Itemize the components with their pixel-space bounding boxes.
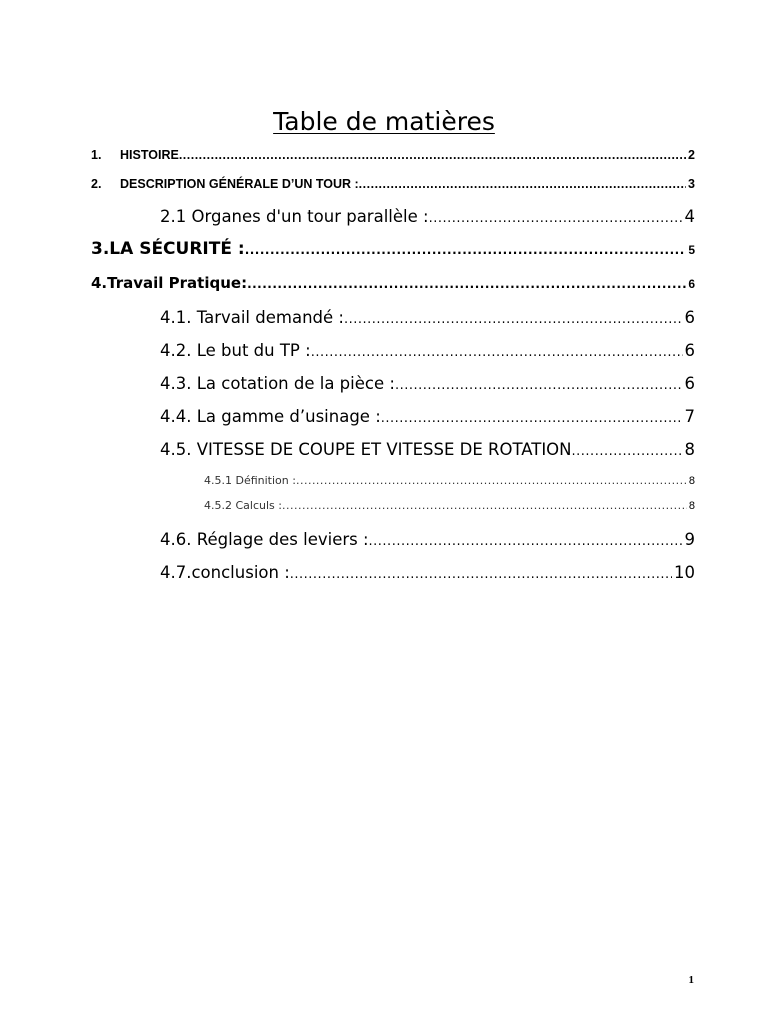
toc-entry-number: 3. — [91, 239, 110, 259]
toc-entry-number: 2. — [91, 177, 102, 191]
toc-entry-page: 2 — [688, 148, 695, 162]
toc-entry-gamme-usinage[interactable] — [160, 406, 695, 430]
toc-entry-page: 10 — [674, 563, 695, 582]
dot-leader — [282, 499, 687, 513]
toc-entry-label: 4.6. Réglage des leviers : — [160, 530, 369, 549]
toc-entry-label: 4.5.2 Calculs : — [204, 499, 282, 512]
dot-leader — [381, 408, 683, 430]
dot-leader — [369, 531, 683, 553]
toc-entry-conclusion[interactable] — [160, 562, 695, 586]
toc-entry-label: 4.5.1 Définition : — [204, 474, 296, 487]
toc-entry-page: 6 — [684, 374, 695, 393]
toc-entry-page: 3 — [688, 177, 695, 191]
toc-entry-label: 4.3. La cotation de la pièce : — [160, 374, 395, 393]
toc-entry-label: 2.1 Organes d'un tour parallèle : — [160, 207, 429, 226]
toc-entry-page: 8 — [688, 475, 695, 487]
toc-entry-page: 8 — [684, 440, 695, 459]
dot-leader — [429, 208, 683, 230]
toc-entry-page: 5 — [688, 243, 695, 257]
toc-entry-label: 4.7.conclusion : — [160, 563, 290, 582]
dot-leader — [245, 239, 687, 261]
toc-entry-page: 4 — [684, 207, 695, 226]
toc-entry-page: 6 — [684, 308, 695, 327]
toc-entry-page: 6 — [688, 277, 695, 291]
toc-entry-page: 7 — [684, 407, 695, 426]
toc-entry-label: 4.2. Le but du TP : — [160, 341, 311, 360]
toc-entry-label: 4.4. La gamme d’usinage : — [160, 407, 381, 426]
toc-entry-label: HISTOIRE — [120, 148, 179, 162]
dot-leader — [296, 474, 687, 488]
toc-entry-but-du-tp[interactable] — [160, 340, 695, 364]
dot-leader — [344, 309, 683, 331]
toc-entry-cotation[interactable] — [160, 373, 695, 397]
toc-entry-travail-pratique[interactable] — [91, 272, 695, 295]
toc-entry-label: Travail Pratique: — [107, 274, 248, 292]
page-title: Table de matières — [273, 107, 495, 136]
toc-entry-description[interactable] — [91, 176, 695, 192]
toc-entry-securite[interactable] — [91, 238, 695, 261]
toc-entry-histoire[interactable] — [91, 147, 695, 163]
toc-entry-calculs[interactable] — [204, 499, 695, 513]
page-number: 1 — [688, 974, 694, 986]
dot-leader — [247, 273, 686, 295]
dot-leader — [290, 564, 672, 586]
toc-entry-reglage-leviers[interactable] — [160, 529, 695, 553]
dot-leader — [359, 176, 686, 192]
toc-entry-label: LA SÉCURITÉ : — [109, 239, 245, 259]
toc-entry-definition[interactable] — [204, 474, 695, 488]
toc-entry-travail-demande[interactable] — [160, 307, 695, 331]
toc-entry-label: 4.5. VITESSE DE COUPE ET VITESSE DE ROTATION — [160, 440, 572, 459]
dot-leader — [179, 147, 686, 163]
dot-leader — [395, 375, 683, 397]
dot-leader — [311, 342, 683, 364]
toc-entry-number: 4. — [91, 274, 108, 292]
toc-entry-page: 9 — [684, 530, 695, 549]
toc-entry-label: 4.1. Tarvail demandé : — [160, 308, 344, 327]
dot-leader — [572, 441, 683, 463]
toc-entry-organes[interactable] — [160, 206, 695, 230]
toc-entry-vitesse[interactable] — [160, 439, 695, 463]
toc-entry-page: 6 — [684, 341, 695, 360]
toc-entry-page: 8 — [688, 500, 695, 512]
toc-entry-label: DESCRIPTION GÉNÉRALE D’UN TOUR : — [120, 177, 359, 191]
toc-entry-number: 1. — [91, 148, 102, 162]
